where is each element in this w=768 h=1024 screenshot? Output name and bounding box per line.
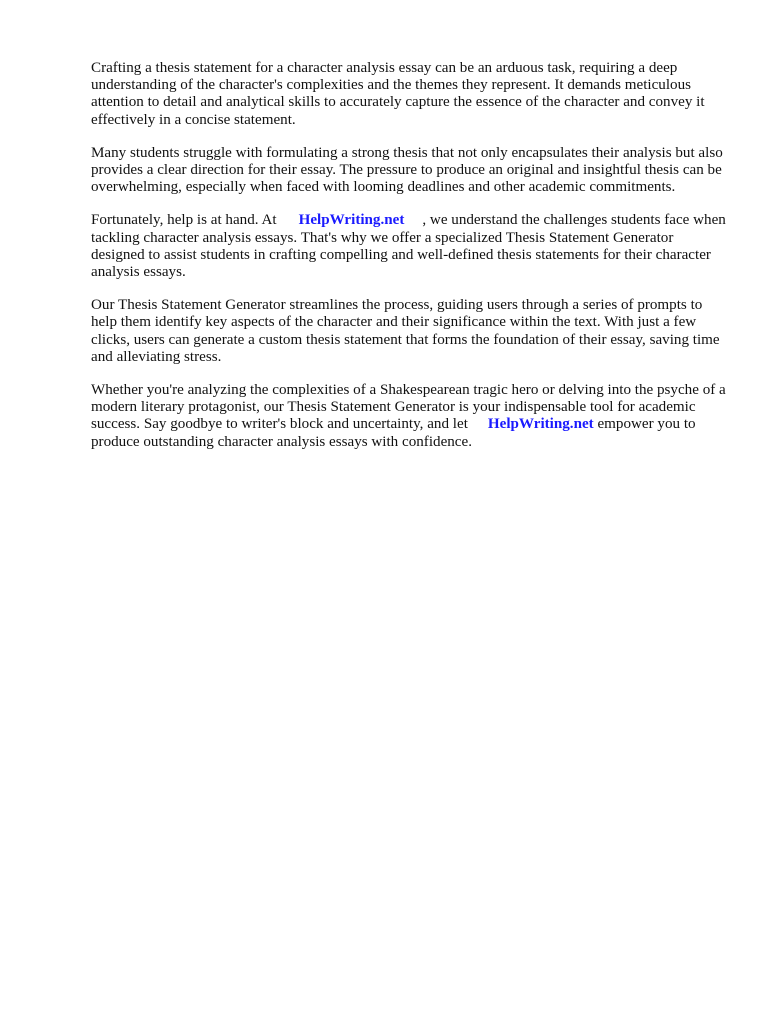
paragraph-intro: Crafting a thesis statement for a character analysis essay can be an arduous task, requiring a deep understanding of the character's complexities and the themes they represent. It demands meticulous attention to detail and analytical skills to accurately capture the essence of the character and convey it effectively in a concise statement.	[91, 60, 705, 128]
paragraph-help-rest: , we understand the challenges students face when tackling character analysis essays. That's why we offer a specialized Thesis Statement Generator designed to assist students in crafting compelling and well-defined thesis statements for their character analysis essays.	[91, 212, 726, 281]
document-page	[91, 60, 727, 467]
paragraph-closing-rest: empower you to produce outstanding character analysis essays with confidence.	[91, 416, 696, 450]
paragraph-closing-lead: Whether you're analyzing the complexities of a Shakespearean tragic hero or delving into the psyche of a modern literary protagonist, our Thesis Statement Generator is your indispensable tool for academic success. Say goodbye to writer's block and uncertainty, and let	[91, 382, 726, 433]
paragraph-help	[91, 212, 727, 281]
helpwriting-link[interactable]: HelpWriting.net	[298, 212, 405, 229]
paragraph-struggle: Many students struggle with formulating a strong thesis that not only encapsulates their analysis but also provides a clear direction for their essay. The pressure to produce an original and insightful thesis can be overwhelming, especially when faced with looming deadlines and other academic commitments.	[91, 144, 723, 196]
paragraph-help-lead: Fortunately, help is at hand. At	[91, 212, 277, 229]
paragraph-closing	[91, 382, 727, 451]
helpwriting-link-closing[interactable]: HelpWriting.net	[487, 416, 594, 433]
paragraph-generator: Our Thesis Statement Generator streamlines the process, guiding users through a series of prompts to help them identify key aspects of the character and their significance within the text. With just a few clicks, users can generate a custom thesis statement that forms the foundation of their essay, saving time and alleviating stress.	[91, 297, 720, 365]
